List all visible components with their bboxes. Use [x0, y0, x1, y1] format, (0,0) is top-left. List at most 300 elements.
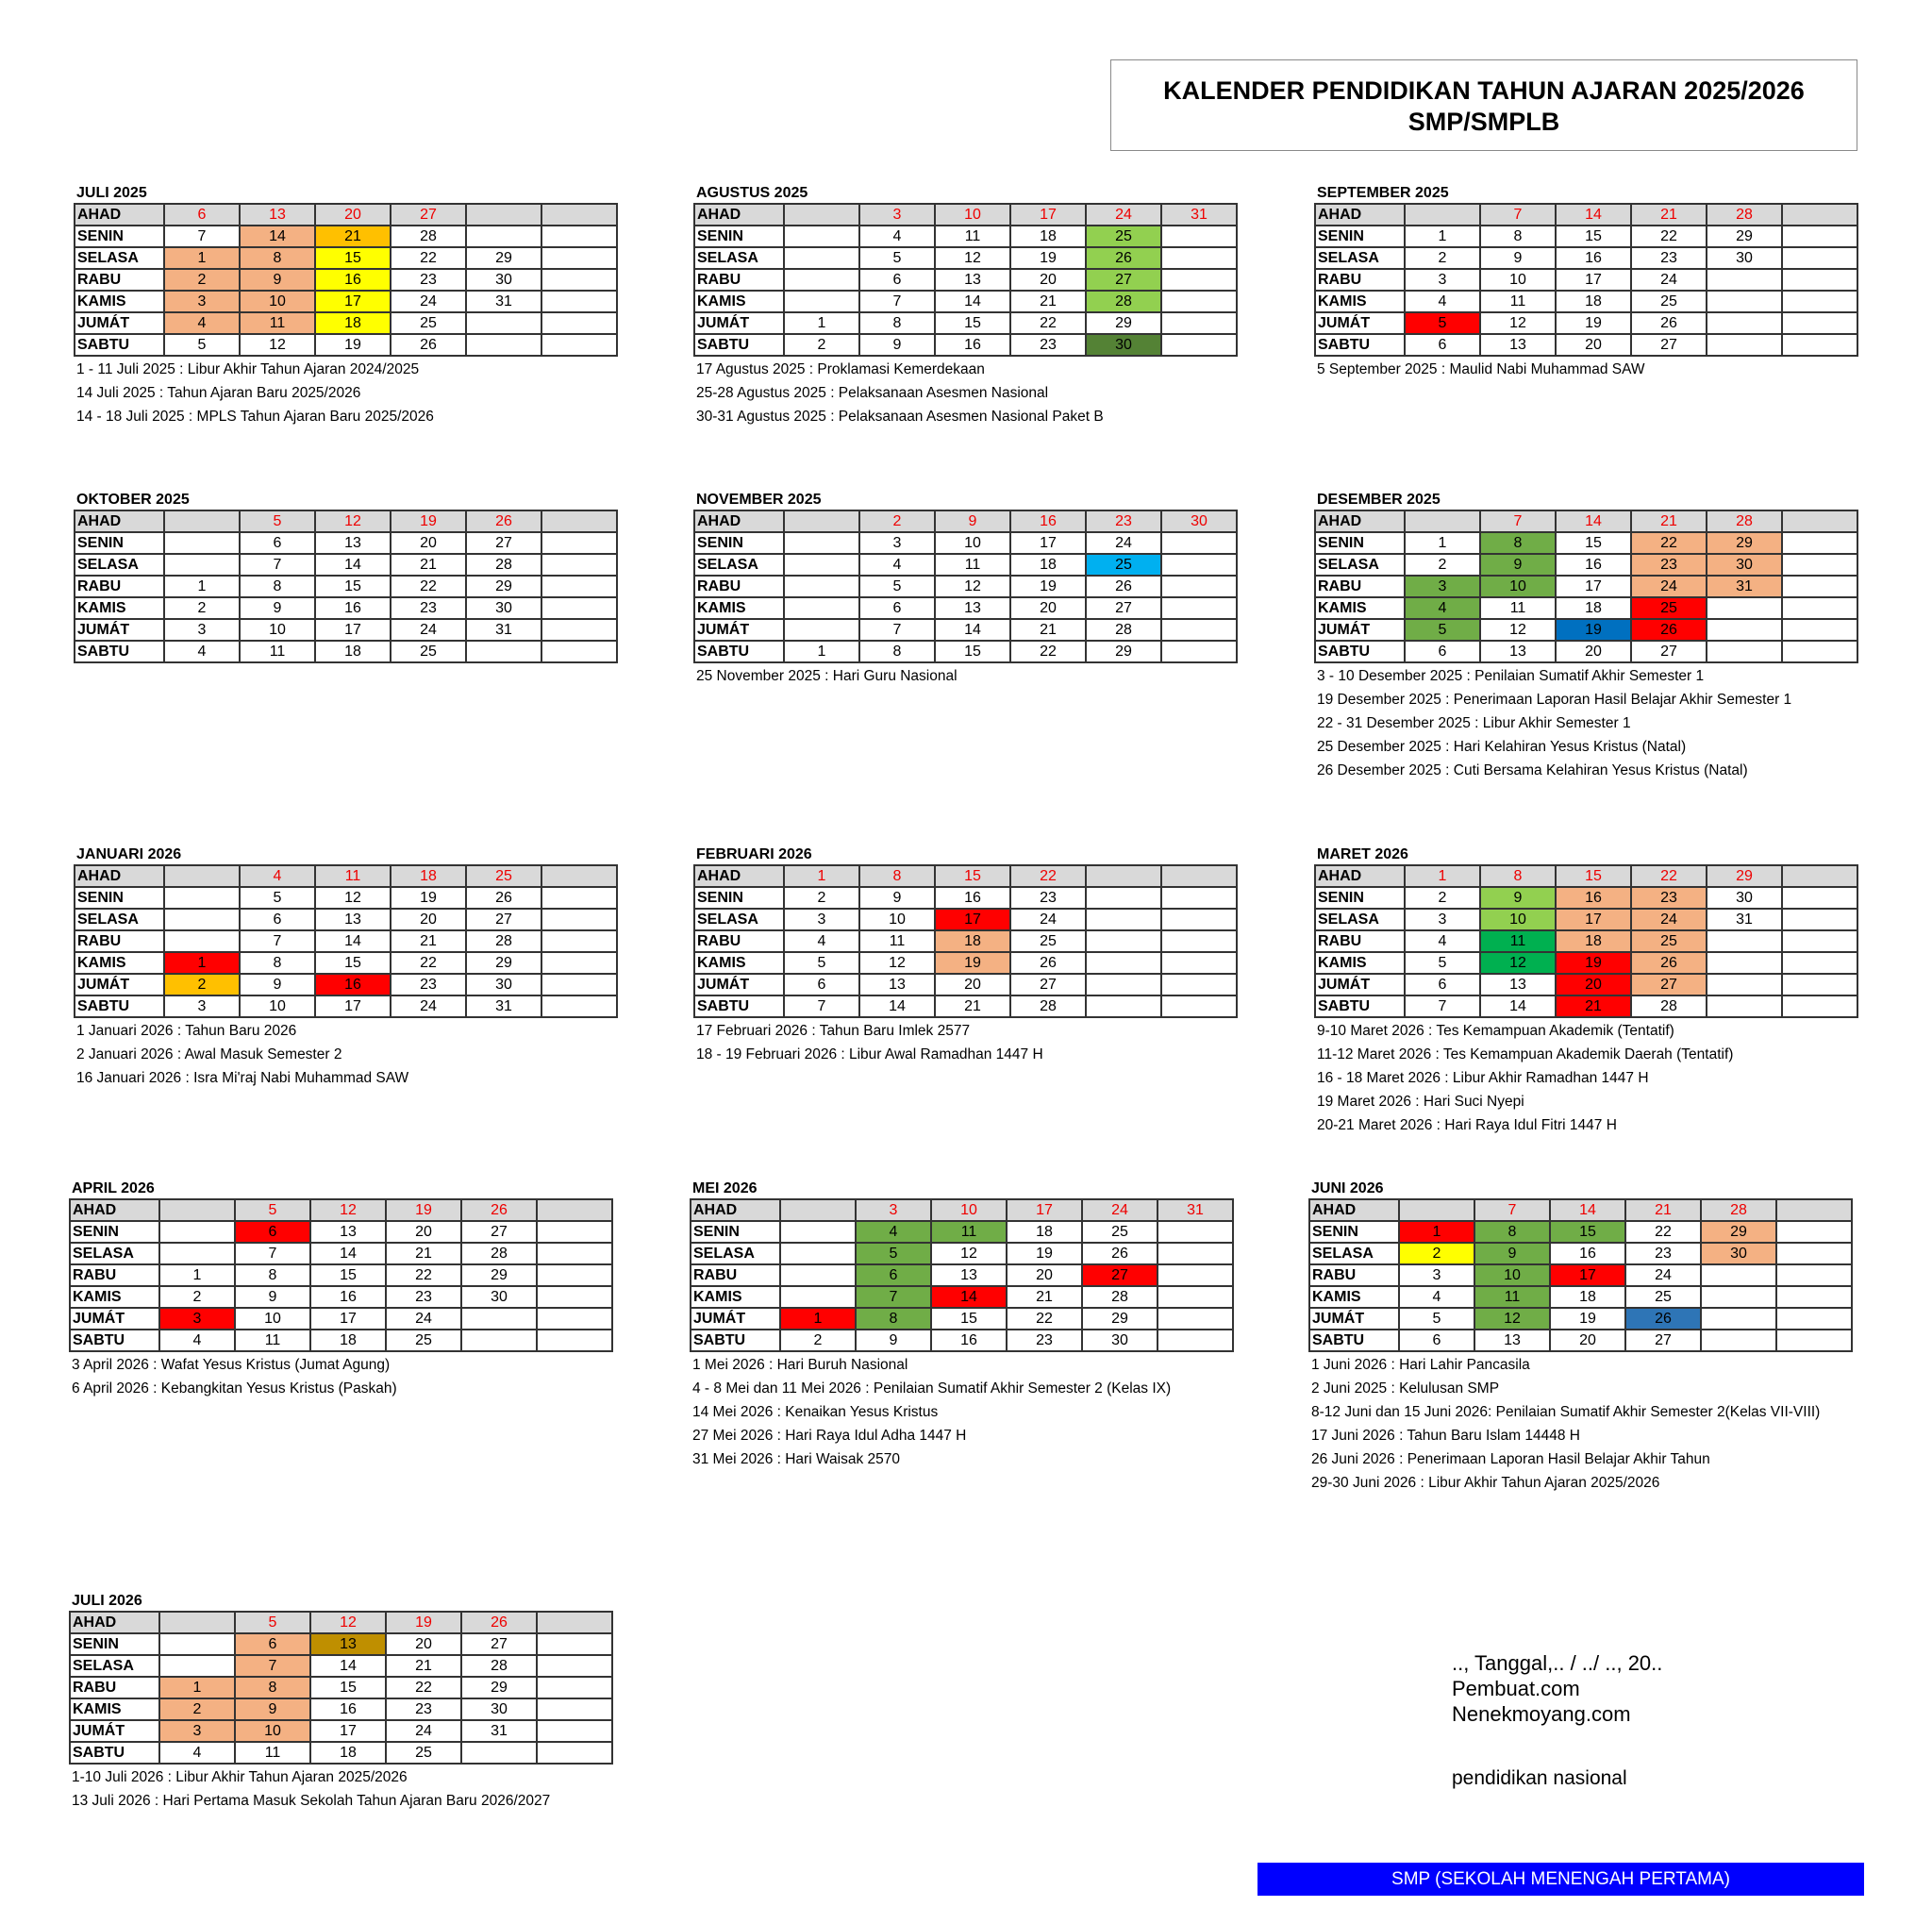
date-cell: 1	[784, 865, 859, 887]
date-cell: 4	[784, 930, 859, 952]
date-cell: 16	[931, 1330, 1007, 1351]
date-cell	[1161, 334, 1237, 356]
date-cell: 18	[310, 1330, 386, 1351]
day-name-cell: JUMÁT	[75, 974, 164, 995]
note-line: 13 Juli 2026 : Hari Pertama Masuk Sekolah Tahun Ajaran Baru 2026/2027	[72, 1793, 551, 1809]
date-cell: 26	[1625, 1308, 1701, 1330]
day-name-cell: AHAD	[1309, 1199, 1399, 1221]
date-cell	[1782, 930, 1857, 952]
date-cell: 17	[1556, 576, 1631, 597]
date-cell: 11	[240, 641, 315, 662]
month-notes	[693, 1019, 1238, 1066]
date-cell	[541, 597, 617, 619]
date-cell: 17	[935, 909, 1010, 930]
date-cell	[537, 1264, 612, 1286]
date-cell: 1	[1405, 226, 1480, 247]
date-cell: 11	[935, 226, 1010, 247]
date-cell: 15	[1556, 865, 1631, 887]
date-cell: 22	[1631, 532, 1707, 554]
date-cell	[1158, 1308, 1233, 1330]
note-line: 25 Desember 2025 : Hari Kelahiran Yesus Kristus (Natal)	[1317, 739, 1687, 755]
date-cell: 26	[1631, 619, 1707, 641]
date-cell	[1161, 887, 1237, 909]
week-row	[1315, 995, 1857, 1017]
date-cell	[466, 641, 541, 662]
date-cell: 2	[159, 1698, 235, 1720]
date-cell: 9	[235, 1698, 310, 1720]
month-title: FEBRUARI 2026	[696, 846, 812, 862]
date-cell: 14	[1480, 995, 1556, 1017]
date-cell	[1158, 1330, 1233, 1351]
week-row	[1315, 269, 1857, 291]
date-cell: 2	[1405, 887, 1480, 909]
date-cell: 11	[240, 312, 315, 334]
date-cell	[784, 597, 859, 619]
week-row	[1315, 887, 1857, 909]
date-cell: 22	[1010, 865, 1086, 887]
week-row	[75, 909, 617, 930]
date-cell: 26	[391, 334, 466, 356]
date-cell: 27	[1086, 597, 1161, 619]
date-cell: 1	[159, 1264, 235, 1286]
note-line: 14 Juli 2025 : Tahun Ajaran Baru 2025/2026	[76, 385, 361, 401]
day-name-cell: SELASA	[694, 247, 784, 269]
date-cell: 13	[315, 532, 391, 554]
date-cell: 8	[856, 1308, 931, 1330]
date-cell: 27	[1625, 1330, 1701, 1351]
date-cell: 2	[859, 510, 935, 532]
date-cell: 13	[931, 1264, 1007, 1286]
date-cell: 13	[240, 204, 315, 226]
date-cell: 28	[1086, 291, 1161, 312]
date-cell: 27	[461, 1221, 537, 1243]
date-cell	[1782, 312, 1857, 334]
date-cell: 10	[935, 532, 1010, 554]
date-cell	[1161, 226, 1237, 247]
date-cell	[537, 1655, 612, 1677]
date-cell: 26	[1086, 576, 1161, 597]
week-row	[70, 1633, 612, 1655]
date-cell: 9	[1480, 887, 1556, 909]
date-cell: 10	[1480, 269, 1556, 291]
date-cell: 6	[784, 974, 859, 995]
date-cell: 22	[1631, 865, 1707, 887]
date-cell: 1	[164, 247, 240, 269]
date-cell	[537, 1742, 612, 1764]
day-name-cell: SABTU	[75, 995, 164, 1017]
date-cell	[541, 204, 617, 226]
date-cell	[1707, 995, 1782, 1017]
date-cell: 20	[1010, 269, 1086, 291]
date-cell: 4	[1399, 1286, 1474, 1308]
day-name-cell: RABU	[694, 576, 784, 597]
date-cell: 23	[391, 974, 466, 995]
week-row	[75, 641, 617, 662]
month-table	[74, 510, 618, 663]
week-row	[75, 865, 617, 887]
note-line: 17 Februari 2026 : Tahun Baru Imlek 2577	[696, 1023, 971, 1039]
date-cell: 12	[315, 510, 391, 532]
date-cell: 8	[859, 641, 935, 662]
day-name-cell: AHAD	[1315, 204, 1405, 226]
date-cell	[541, 532, 617, 554]
month-block	[1314, 183, 1858, 381]
date-cell: 6	[859, 269, 935, 291]
date-cell	[1707, 597, 1782, 619]
date-cell: 21	[1007, 1286, 1082, 1308]
date-cell: 28	[461, 1655, 537, 1677]
date-cell: 7	[240, 930, 315, 952]
month-block	[69, 1591, 613, 1813]
date-cell: 26	[1631, 312, 1707, 334]
date-cell	[1782, 247, 1857, 269]
date-cell	[466, 312, 541, 334]
day-name-cell: SENIN	[691, 1221, 780, 1243]
date-cell: 12	[240, 334, 315, 356]
date-cell: 21	[391, 930, 466, 952]
week-row	[1309, 1330, 1852, 1351]
month-block	[74, 490, 618, 664]
month-block	[74, 845, 618, 1090]
month-title: NOVEMBER 2025	[696, 492, 822, 508]
date-cell: 24	[391, 619, 466, 641]
week-row	[75, 532, 617, 554]
date-cell	[541, 291, 617, 312]
date-cell: 8	[1480, 865, 1556, 887]
date-cell: 8	[1480, 532, 1556, 554]
date-cell: 12	[1480, 312, 1556, 334]
date-cell: 28	[1082, 1286, 1158, 1308]
date-cell: 18	[315, 312, 391, 334]
date-cell	[1701, 1264, 1776, 1286]
week-row	[694, 554, 1237, 576]
day-name-cell: JUMÁT	[1309, 1308, 1399, 1330]
date-cell: 13	[1480, 641, 1556, 662]
week-row	[70, 1199, 612, 1221]
date-cell	[537, 1720, 612, 1742]
date-cell: 5	[164, 334, 240, 356]
date-cell: 24	[391, 291, 466, 312]
week-row	[694, 974, 1237, 995]
date-cell: 26	[461, 1612, 537, 1633]
calendar-title: KALENDER PENDIDIKAN TAHUN AJARAN 2025/2026	[1163, 76, 1805, 105]
date-cell	[164, 532, 240, 554]
date-cell: 4	[164, 312, 240, 334]
date-cell	[1707, 952, 1782, 974]
signature-date: .., Tanggal,.. / ../ .., 20..	[1452, 1651, 1663, 1675]
calendar-title-box	[1110, 59, 1857, 151]
date-cell: 31	[1707, 576, 1782, 597]
date-cell	[784, 291, 859, 312]
week-row	[75, 930, 617, 952]
date-cell: 28	[391, 226, 466, 247]
date-cell	[1782, 226, 1857, 247]
week-row	[694, 641, 1237, 662]
date-cell: 7	[1474, 1199, 1550, 1221]
date-cell: 16	[1556, 247, 1631, 269]
week-row	[75, 619, 617, 641]
date-cell: 22	[1625, 1221, 1701, 1243]
date-cell: 10	[240, 619, 315, 641]
date-cell: 29	[1707, 865, 1782, 887]
week-row	[694, 247, 1237, 269]
date-cell	[1707, 619, 1782, 641]
date-cell: 2	[784, 334, 859, 356]
signature-block	[1452, 1650, 1662, 1727]
date-cell	[537, 1330, 612, 1351]
day-name-cell: SENIN	[70, 1221, 159, 1243]
date-cell: 6	[859, 597, 935, 619]
date-cell	[1782, 995, 1857, 1017]
week-row	[75, 597, 617, 619]
date-cell	[1158, 1286, 1233, 1308]
week-row	[694, 576, 1237, 597]
week-row	[694, 930, 1237, 952]
date-cell: 15	[935, 312, 1010, 334]
day-name-cell: SELASA	[75, 554, 164, 576]
day-name-cell: SELASA	[70, 1655, 159, 1677]
date-cell	[780, 1286, 856, 1308]
date-cell: 2	[164, 974, 240, 995]
month-block	[693, 845, 1238, 1066]
date-cell: 23	[1631, 247, 1707, 269]
date-cell: 25	[1086, 554, 1161, 576]
date-cell: 1	[784, 312, 859, 334]
date-cell	[1161, 865, 1237, 887]
date-cell	[784, 619, 859, 641]
week-row	[694, 532, 1237, 554]
day-name-cell: SABTU	[1315, 334, 1405, 356]
date-cell: 30	[1707, 247, 1782, 269]
footer-banner: SMP (SEKOLAH MENENGAH PERTAMA)	[1257, 1863, 1864, 1896]
date-cell: 21	[386, 1243, 461, 1264]
date-cell: 29	[461, 1264, 537, 1286]
date-cell: 3	[859, 204, 935, 226]
date-cell: 24	[1086, 532, 1161, 554]
week-row	[694, 597, 1237, 619]
week-row	[1309, 1308, 1852, 1330]
date-cell: 21	[391, 554, 466, 576]
date-cell: 4	[859, 554, 935, 576]
day-name-cell: SABTU	[75, 641, 164, 662]
date-cell: 10	[240, 291, 315, 312]
date-cell: 16	[935, 334, 1010, 356]
month-table	[1314, 203, 1858, 357]
date-cell: 12	[935, 576, 1010, 597]
date-cell	[461, 1742, 537, 1764]
date-cell: 29	[1086, 641, 1161, 662]
date-cell: 19	[391, 510, 466, 532]
date-cell	[541, 247, 617, 269]
date-cell: 29	[1086, 312, 1161, 334]
date-cell: 5	[856, 1243, 931, 1264]
date-cell	[1161, 269, 1237, 291]
date-cell	[1776, 1221, 1852, 1243]
note-line: 22 - 31 Desember 2025 : Libur Akhir Semester 1	[1317, 715, 1631, 731]
date-cell: 27	[1010, 974, 1086, 995]
date-cell: 30	[1707, 554, 1782, 576]
day-name-cell: SABTU	[694, 995, 784, 1017]
date-cell: 14	[931, 1286, 1007, 1308]
date-cell: 25	[466, 865, 541, 887]
date-cell: 26	[1010, 952, 1086, 974]
date-cell: 19	[1550, 1308, 1625, 1330]
date-cell: 23	[391, 269, 466, 291]
date-cell	[780, 1264, 856, 1286]
date-cell: 24	[391, 995, 466, 1017]
date-cell: 16	[1556, 887, 1631, 909]
date-cell: 22	[1631, 226, 1707, 247]
month-table	[693, 864, 1238, 1018]
week-row	[1315, 334, 1857, 356]
week-row	[75, 226, 617, 247]
date-cell: 8	[859, 865, 935, 887]
date-cell: 29	[1701, 1221, 1776, 1243]
month-title: MARET 2026	[1317, 846, 1408, 862]
month-block	[1308, 1179, 1853, 1495]
date-cell	[1776, 1286, 1852, 1308]
month-notes	[1314, 358, 1858, 381]
date-cell	[784, 247, 859, 269]
note-line: 3 - 10 Desember 2025 : Penilaian Sumatif Akhir Semester 1	[1317, 668, 1705, 684]
date-cell	[1707, 291, 1782, 312]
date-cell	[537, 1677, 612, 1698]
week-row	[1315, 865, 1857, 887]
month-title: JANUARI 2026	[76, 846, 182, 862]
date-cell: 15	[315, 576, 391, 597]
day-name-cell: AHAD	[691, 1199, 780, 1221]
day-name-cell: JUMÁT	[1315, 974, 1405, 995]
date-cell	[1161, 554, 1237, 576]
date-cell: 7	[240, 554, 315, 576]
day-name-cell: SELASA	[694, 554, 784, 576]
date-cell: 5	[240, 510, 315, 532]
date-cell: 29	[1082, 1308, 1158, 1330]
month-title: MEI 2026	[692, 1180, 758, 1196]
date-cell: 21	[1631, 204, 1707, 226]
date-cell: 13	[1480, 974, 1556, 995]
calendar-subtitle: SMP/SMPLB	[1407, 108, 1560, 136]
week-row	[70, 1612, 612, 1633]
date-cell	[1161, 247, 1237, 269]
day-name-cell: RABU	[694, 269, 784, 291]
date-cell	[1707, 312, 1782, 334]
date-cell: 24	[1625, 1264, 1701, 1286]
date-cell	[159, 1633, 235, 1655]
date-cell: 30	[466, 597, 541, 619]
date-cell: 19	[935, 952, 1010, 974]
date-cell: 25	[1086, 226, 1161, 247]
date-cell	[1782, 619, 1857, 641]
date-cell	[1782, 532, 1857, 554]
month-title: JUNI 2026	[1311, 1180, 1384, 1196]
date-cell: 25	[386, 1330, 461, 1351]
date-cell: 9	[859, 887, 935, 909]
date-cell	[784, 532, 859, 554]
day-name-cell: JUMÁT	[75, 312, 164, 334]
date-cell: 3	[1405, 269, 1480, 291]
date-cell: 2	[164, 269, 240, 291]
date-cell: 16	[1556, 554, 1631, 576]
date-cell	[466, 226, 541, 247]
date-cell: 9	[1474, 1243, 1550, 1264]
date-cell: 19	[391, 887, 466, 909]
date-cell: 13	[310, 1221, 386, 1243]
week-row	[1315, 247, 1857, 269]
week-row	[1315, 576, 1857, 597]
note-line: 9-10 Maret 2026 : Tes Kemampuan Akademik (Tentatif)	[1317, 1023, 1674, 1039]
day-name-cell: SELASA	[1315, 247, 1405, 269]
day-name-cell: RABU	[691, 1264, 780, 1286]
date-cell	[1776, 1199, 1852, 1221]
date-cell	[1701, 1308, 1776, 1330]
date-cell: 18	[391, 865, 466, 887]
week-row	[1309, 1286, 1852, 1308]
date-cell: 7	[856, 1286, 931, 1308]
date-cell: 14	[315, 554, 391, 576]
date-cell: 12	[931, 1243, 1007, 1264]
date-cell: 31	[466, 995, 541, 1017]
date-cell: 9	[240, 269, 315, 291]
day-name-cell: SABTU	[694, 641, 784, 662]
day-name-cell: SENIN	[75, 226, 164, 247]
date-cell	[1782, 334, 1857, 356]
date-cell: 7	[859, 291, 935, 312]
month-block	[1314, 490, 1858, 782]
date-cell: 18	[310, 1742, 386, 1764]
day-name-cell: KAMIS	[70, 1698, 159, 1720]
date-cell: 13	[859, 974, 935, 995]
date-cell	[541, 576, 617, 597]
day-name-cell: SENIN	[1309, 1221, 1399, 1243]
day-name-cell: RABU	[75, 269, 164, 291]
week-row	[691, 1243, 1233, 1264]
week-row	[694, 312, 1237, 334]
date-cell: 28	[1707, 204, 1782, 226]
week-row	[70, 1720, 612, 1742]
date-cell: 1	[1405, 532, 1480, 554]
date-cell: 7	[1405, 995, 1480, 1017]
week-row	[694, 952, 1237, 974]
day-name-cell: SENIN	[694, 532, 784, 554]
date-cell: 8	[1480, 226, 1556, 247]
date-cell: 23	[1010, 887, 1086, 909]
date-cell: 28	[1701, 1199, 1776, 1221]
date-cell	[466, 204, 541, 226]
day-name-cell: KAMIS	[75, 291, 164, 312]
date-cell	[541, 887, 617, 909]
date-cell: 5	[240, 887, 315, 909]
month-table	[74, 864, 618, 1018]
date-cell: 3	[159, 1720, 235, 1742]
day-name-cell: SENIN	[694, 887, 784, 909]
date-cell: 1	[780, 1308, 856, 1330]
date-cell: 23	[386, 1698, 461, 1720]
date-cell: 7	[859, 619, 935, 641]
date-cell: 25	[1010, 930, 1086, 952]
date-cell: 27	[1086, 269, 1161, 291]
week-row	[694, 334, 1237, 356]
date-cell	[1161, 619, 1237, 641]
date-cell	[537, 1612, 612, 1633]
note-line: 5 September 2025 : Maulid Nabi Muhammad SAW	[1317, 361, 1645, 377]
day-name-cell: AHAD	[694, 510, 784, 532]
date-cell: 4	[159, 1742, 235, 1764]
month-table	[1308, 1198, 1853, 1352]
day-name-cell: SELASA	[75, 247, 164, 269]
day-name-cell: SELASA	[70, 1243, 159, 1264]
date-cell	[1776, 1308, 1852, 1330]
